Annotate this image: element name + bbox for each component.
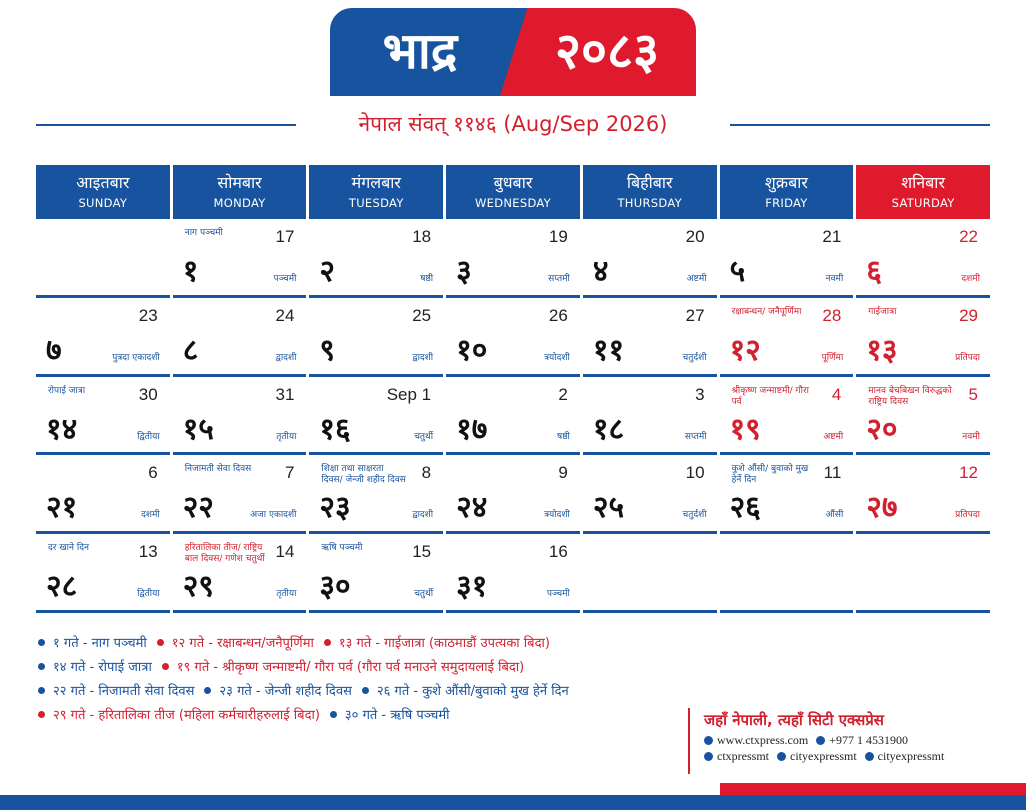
day-name-nepali: बुधबार [493, 173, 533, 192]
nepali-date: १० [456, 332, 488, 368]
event-label: हरितालिका तीज/ राष्ट्रिय बाल दिवस/ गणेश चतुर्थी [184, 543, 265, 565]
note-text: १४ गते - रोपाई जात्रा [53, 660, 152, 675]
nepali-date: १३ [866, 332, 898, 368]
gregorian-date: 13 [138, 542, 158, 562]
day-name-nepali: शुक्रबार [764, 173, 808, 192]
facebook-icon [704, 752, 713, 761]
tithi-label: प्रतिपदा [955, 352, 980, 363]
gregorian-date: 31 [275, 384, 295, 404]
note-item [162, 657, 524, 675]
gregorian-date: 28 [822, 305, 842, 325]
nepali-date: २० [866, 411, 898, 447]
linkedin-text: cityexpressmt [877, 749, 945, 763]
linkedin-icon [865, 752, 874, 761]
day-header-thursday [583, 165, 717, 219]
holiday-notes [38, 630, 718, 726]
brand-block [688, 708, 1008, 774]
note-text: १९ गते - श्रीकृष्ण जन्माष्टमी/ गौरा पर्व (गौरा पर्व मनाउने समुदायलाई बिदा) [176, 660, 525, 675]
note-item [38, 657, 152, 675]
note-text: २९ गते - हरितालिका तीज (महिला कर्मचारीहरुलाई बिदा) [53, 708, 320, 723]
gregorian-date: 7 [284, 463, 295, 483]
nepali-date: ३१ [456, 569, 488, 605]
gregorian-date: 4 [831, 384, 842, 404]
day-cell[interactable] [583, 298, 717, 377]
nepali-date: ६ [866, 254, 882, 289]
day-cell[interactable] [720, 219, 854, 298]
nepali-date: ५ [729, 254, 746, 289]
gregorian-date: 25 [412, 305, 432, 325]
gregorian-date: 5 [968, 384, 978, 404]
gregorian-date: Sep 1 [386, 384, 432, 404]
note-text: २३ गते - जेन्जी शहीद दिवस [219, 684, 352, 699]
day-header-monday [173, 165, 307, 219]
note-row [38, 654, 718, 678]
tithi-label: द्वितीया [137, 589, 160, 600]
nepali-date: २५ [592, 490, 625, 526]
nepali-date: १२ [729, 332, 761, 368]
note-item [362, 681, 569, 699]
day-cell[interactable] [446, 298, 580, 377]
day-cell[interactable] [856, 219, 990, 298]
brand-social-line [704, 748, 1008, 764]
day-cell[interactable] [36, 298, 170, 377]
tithi-label: चतुर्दशी [682, 510, 707, 521]
footer-stripe-blue [0, 795, 1026, 810]
day-cell[interactable] [720, 298, 854, 377]
note-text: १३ गते - गाईजात्रा (काठमाडौं उपत्यका बिदा) [338, 636, 550, 651]
subtitle: नेपाल संवत् ११४६ (Aug/Sep 2026) [358, 112, 668, 136]
tithi-label: अजा एकादशी [250, 510, 297, 521]
day-header-tuesday [309, 165, 443, 219]
tithi-label: दशमी [961, 274, 980, 284]
bullet-dot-icon [362, 687, 369, 694]
day-cell[interactable] [446, 534, 580, 613]
nepali-date: १९ [729, 411, 761, 447]
event-label: श्रीकृष्ण जन्माष्टमी/ गौरा पर्व [731, 385, 809, 407]
gregorian-date: 2 [558, 384, 568, 404]
tithi-label: द्वादशी [412, 352, 434, 363]
tithi-label: सप्तमी [548, 274, 570, 284]
note-item [204, 681, 351, 699]
event-label: शिक्षा तथा साक्षरता दिवस/ जेन्जी शहीद दिवस [321, 464, 406, 486]
gregorian-date: 8 [421, 463, 432, 483]
note-row [38, 678, 718, 702]
nepali-date: १८ [592, 411, 625, 447]
nepali-date: ४ [592, 254, 609, 289]
tithi-label: षष्ठी [420, 274, 434, 284]
day-cell[interactable] [583, 455, 717, 534]
bullet-dot-icon [162, 663, 169, 670]
day-name-nepali: बिहीबार [626, 173, 673, 192]
day-name-nepali: सोमबार [217, 173, 262, 192]
calendar-grid [36, 165, 990, 613]
day-cell[interactable] [173, 534, 307, 613]
gregorian-date: 26 [548, 305, 568, 325]
day-cell[interactable] [36, 377, 170, 456]
day-cell[interactable] [446, 377, 580, 456]
divider-right [730, 124, 990, 126]
gregorian-date: 18 [412, 227, 432, 246]
empty-day-cell [856, 534, 990, 613]
day-cell[interactable] [36, 534, 170, 613]
day-cell[interactable] [173, 455, 307, 534]
note-text: १ गते - नाग पञ्चमी [53, 636, 147, 651]
nepali-date: १७ [456, 411, 488, 447]
day-cell[interactable] [583, 377, 717, 456]
nepali-date: १६ [319, 411, 351, 447]
facebook-link[interactable] [704, 748, 769, 764]
tithi-label: अष्टमी [823, 431, 844, 442]
note-row [38, 702, 718, 726]
year-number: २०८३ [555, 22, 659, 80]
website-text: www.ctxpress.com [717, 733, 809, 747]
nepali-date: ७ [46, 332, 62, 368]
tithi-label: द्वादशी [275, 352, 297, 363]
gregorian-date: 19 [548, 227, 568, 246]
gregorian-date: 21 [822, 227, 842, 246]
gregorian-date: 27 [685, 305, 705, 325]
tithi-label: द्वितीया [137, 431, 160, 442]
gregorian-date: 9 [558, 463, 568, 483]
gregorian-date: 20 [685, 227, 705, 246]
brand-tagline: जहाँ नेपाली, त्यहाँ सिटी एक्सप्रेस [704, 711, 884, 729]
day-name-nepali: शनिबार [901, 173, 945, 192]
day-cell[interactable] [173, 377, 307, 456]
gregorian-date: 17 [275, 227, 295, 246]
gregorian-date: 15 [412, 542, 432, 562]
tithi-label: चतुर्दशी [682, 352, 707, 363]
bullet-dot-icon [204, 687, 211, 694]
day-cell[interactable] [720, 455, 854, 534]
nepali-date: ९ [319, 332, 336, 368]
footer-stripe-red [720, 783, 1026, 795]
day-cell[interactable] [446, 455, 580, 534]
day-cell[interactable] [173, 219, 307, 298]
tithi-label: चतुर्थी [414, 589, 434, 600]
nepali-date: २८ [46, 569, 78, 605]
event-label: रोपाई जात्रा [48, 385, 86, 396]
day-cell[interactable] [446, 219, 580, 298]
phone-link[interactable] [816, 732, 908, 748]
day-name-nepali: आइतबार [76, 173, 130, 192]
note-text: २२ गते - निजामती सेवा दिवस [53, 684, 195, 699]
day-name-english: TUESDAY [348, 196, 404, 210]
nepali-date: २७ [866, 490, 898, 526]
nepali-date: १ [182, 254, 199, 289]
gregorian-date: 22 [959, 227, 978, 246]
nepali-date: २६ [729, 490, 761, 526]
event-label: ऋषि पञ्चमी [321, 543, 363, 554]
gregorian-date: 14 [275, 542, 295, 562]
tithi-label: चतुर्थी [414, 431, 434, 442]
day-name-english: THURSDAY [617, 196, 682, 210]
tithi-label: त्रयोदशी [544, 510, 570, 521]
gregorian-date: 16 [548, 542, 568, 562]
note-text: २६ गते - कुशे औंसी/बुवाको मुख हेर्ने दिन [376, 684, 569, 699]
brand-contact-line [704, 732, 1008, 748]
gregorian-date: 24 [275, 305, 295, 325]
bullet-dot-icon [38, 687, 45, 694]
nepali-date: २२ [182, 490, 214, 526]
tithi-label: नवमी [825, 274, 844, 284]
linkedin-link[interactable] [865, 748, 945, 764]
day-name-nepali: मंगलबार [351, 173, 401, 192]
day-cell[interactable] [856, 377, 990, 456]
note-text: ३० गते - ऋषि पञ्चमी [344, 708, 450, 723]
bullet-dot-icon [330, 711, 337, 718]
gregorian-date: 23 [138, 305, 158, 325]
day-cell[interactable] [309, 534, 443, 613]
nepali-date: ११ [592, 332, 625, 368]
instagram-icon [777, 752, 786, 761]
day-cell[interactable] [856, 298, 990, 377]
tithi-label: सप्तमी [684, 431, 707, 442]
day-cell[interactable] [720, 377, 854, 456]
gregorian-date: 12 [959, 463, 978, 483]
nepali-date: १५ [182, 411, 214, 447]
event-label: कुशे औंसी/ बुवाको मुख हेर्ने दिन [731, 464, 809, 486]
tithi-label: पूर्णिमा [821, 352, 844, 363]
empty-day-cell [720, 534, 854, 613]
note-item [330, 705, 450, 723]
bullet-dot-icon [38, 663, 45, 670]
tithi-label: तृतीया [276, 431, 297, 442]
event-label: गाईजात्रा [868, 306, 897, 317]
day-cell[interactable] [173, 298, 307, 377]
event-label: रक्षाबन्धन/ जनैपूर्णिमा [731, 306, 802, 317]
day-cell[interactable] [36, 455, 170, 534]
day-name-english: SUNDAY [78, 196, 128, 210]
tithi-label: द्वादशी [412, 510, 434, 521]
day-cell[interactable] [309, 377, 443, 456]
month-name: भाद्र [382, 22, 458, 80]
note-item [38, 633, 147, 651]
tithi-label: नवमी [962, 431, 980, 442]
note-item [38, 705, 320, 723]
website-link[interactable] [704, 732, 808, 748]
phone-icon [816, 736, 825, 745]
nepali-date: २४ [456, 490, 488, 526]
day-cell[interactable] [309, 455, 443, 534]
tithi-label: षष्ठी [557, 431, 570, 442]
event-label: नाग पञ्चमी [184, 228, 223, 238]
nepali-date: ३ [456, 254, 472, 289]
nepali-date: ८ [182, 332, 199, 368]
nepali-date: २ [319, 254, 336, 289]
nepali-date: ३० [319, 569, 351, 605]
day-cell[interactable] [856, 455, 990, 534]
tithi-label: पुत्रदा एकादशी [112, 352, 160, 363]
bullet-dot-icon [324, 639, 331, 646]
event-label: निजामती सेवा दिवस [184, 464, 252, 475]
day-name-english: FRIDAY [765, 196, 808, 210]
note-row [38, 630, 718, 654]
gregorian-date: 3 [695, 384, 705, 404]
tithi-label: प्रतिपदा [955, 510, 980, 521]
day-cell[interactable] [583, 219, 717, 298]
bullet-dot-icon [38, 711, 45, 718]
globe-icon [704, 736, 713, 745]
day-header-wednesday [446, 165, 580, 219]
gregorian-date: 10 [685, 463, 705, 483]
empty-day-cell [583, 534, 717, 613]
facebook-text: ctxpressmt [717, 749, 769, 763]
gregorian-date: 29 [959, 305, 978, 325]
day-header-friday [720, 165, 854, 219]
event-label: मानव बेचबिखन विरुद्धको राष्ट्रिय दिवस [868, 385, 952, 407]
tithi-label: त्रयोदशी [544, 352, 570, 363]
note-item [38, 681, 194, 699]
note-text: १२ गते - रक्षाबन्धन/जनैपूर्णिमा [171, 636, 314, 651]
event-label: दर खाने दिन [48, 543, 89, 554]
day-cell[interactable] [309, 298, 443, 377]
nepali-date: २९ [182, 569, 214, 605]
nepali-date: २१ [46, 490, 78, 526]
divider-left [36, 124, 296, 126]
gregorian-date: 30 [138, 384, 158, 404]
bullet-dot-icon [157, 639, 164, 646]
nepali-date: २३ [319, 490, 351, 526]
empty-day-cell [36, 219, 170, 298]
tithi-label: पञ्चमी [546, 589, 570, 600]
day-header-sunday [36, 165, 170, 219]
gregorian-date: 11 [823, 463, 842, 483]
day-header-saturday [856, 165, 990, 219]
instagram-link[interactable] [777, 748, 857, 764]
day-cell[interactable] [309, 219, 443, 298]
bullet-dot-icon [38, 639, 45, 646]
nepali-date: १४ [46, 411, 78, 447]
tithi-label: औंसी [825, 510, 844, 521]
day-name-english: MONDAY [213, 196, 266, 210]
note-item [324, 633, 550, 651]
gregorian-date: 6 [148, 463, 158, 483]
day-name-english: SATURDAY [891, 196, 955, 210]
tithi-label: अष्टमी [686, 274, 707, 284]
tithi-label: दशमी [141, 510, 160, 521]
instagram-text: cityexpressmt [790, 749, 857, 763]
day-name-english: WEDNESDAY [474, 196, 551, 210]
phone-text: +977 1 4531900 [829, 733, 908, 747]
month-header [330, 8, 696, 96]
tithi-label: पञ्चमी [273, 274, 297, 284]
note-item [157, 633, 314, 651]
tithi-label: तृतीया [276, 589, 297, 600]
